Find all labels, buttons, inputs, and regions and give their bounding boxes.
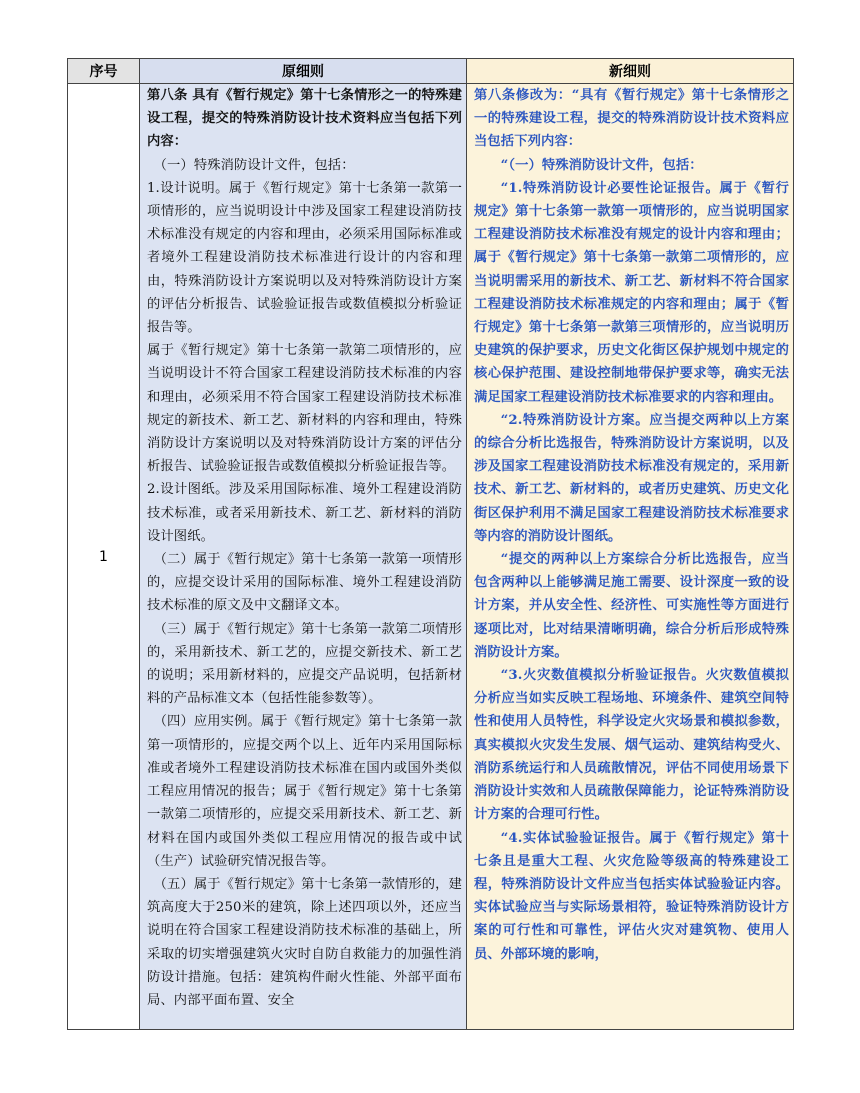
new-paragraph: “3.火灾数值模拟分析验证报告。火灾数值模拟分析应当如实反映工程场地、环境条件、建筑空间特性和使用人员特性，科学设定火灾场景和模拟参数，真实模拟火灾发生发展、烟气运动、建筑结构受火、消防系统运行和人员疏散情况，评估不同使用场景下消防设计实效和人员疏散保障能力，论证特殊消防设计方案的合理可行性。 (474, 668, 789, 823)
original-paragraph: （五）属于《暂行规定》第十七条第一款情形的，建筑高度大于250米的建筑，除上述四项以外，还应当说明在符合国家工程建设消防技术标准的基础上，所采取的切实增强建筑火灾时自防自救能力的加强性消防设计措施。包括：建筑构件耐火性能、外部平面布局、内部平面布置、安全 (147, 876, 462, 1008)
table-row (68, 84, 794, 1030)
new-paragraph: “提交的两种以上方案综合分析比选报告，应当包含两种以上能够满足施工需要、设计深度一致的设计方案，并从安全性、经济性、可实施性等方面进行逐项比对，比对结果清晰明确，综合分析后形成特殊消防设计方案。 (474, 552, 789, 660)
new-paragraph: 第八条修改为：“具有《暂行规定》第十七条情形之一的特殊建设工程，提交的特殊消防设计技术资料应当包括下列内容： (474, 88, 789, 150)
header-new-rules: 新细则 (467, 59, 794, 84)
header-index: 序号 (68, 59, 140, 84)
comparison-table (67, 58, 794, 1030)
new-paragraph: “1.特殊消防设计必要性论证报告。属于《暂行规定》第十七条第一款第一项情形的，应当说明国家工程建设消防技术标准没有规定的设计内容和理由；属于《暂行规定》第十七条第一款第二项情形的，应当说明需采用的新技术、新工艺、新材料不符合国家工程建设消防技术标准规定的内容和理由；属于《暂行规定》第十七条第一款第三项情形的，应当说明历史建筑的保护要求，历史文化街区保护规划中规定的核心保护范围、建设控制地带保护要求等，确实无法满足国家工程建设消防技术标准要求的内容和理由。 (474, 180, 789, 405)
new-paragraph: “4.实体试验验证报告。属于《暂行规定》第十七条且是重大工程、火灾危险等级高的特殊建设工程，特殊消防设计文件应当包括实体试验验证内容。实体试验应当与实际场景相符，验证特殊消防设计方案的可行性和可靠性，评估火灾对建筑物、使用人员、外部环境的影响， (474, 830, 789, 962)
new-paragraph: “2.特殊消防设计方案。应当提交两种以上方案的综合分析比选报告，特殊消防设计方案说明，以及涉及国家工程建设消防技术标准没有规定的，采用新技术、新工艺、新材料的，或者历史建筑、历史文化街区保护利用不满足国家工程建设消防技术标准要求等内容的消防设计图纸。 (474, 412, 789, 544)
new-rules-cell (467, 84, 794, 1030)
original-paragraph: （三）属于《暂行规定》第十七条第一款第二项情形的，采用新技术、新工艺的，应提交新技术、新工艺的说明；采用新材料的，应提交产品说明，包括新材料的产品标准文本（包括性能参数等）。 (147, 621, 462, 707)
original-rules-cell (140, 84, 467, 1030)
new-paragraph: “（一）特殊消防设计文件，包括： (500, 157, 703, 173)
header-original-rules: 原细则 (140, 59, 467, 84)
original-paragraph: （四）应用实例。属于《暂行规定》第十七条第一款第一项情形的，应提交两个以上、近年内采用国际标准或者境外工程建设消防技术标准在国内或国外类似工程应用情况的报告；属于《暂行规定》第十七条第一款第二项情形的，应提交采用新技术、新工艺、新材料在国内或国外类似工程应用情况的报告或中试（生产）试验研究情况报告等。 (147, 714, 462, 869)
table-header-row (68, 59, 794, 84)
original-paragraph: （二）属于《暂行规定》第十七条第一款第一项情形的，应提交设计采用的国际标准、境外工程建设消防技术标准的原文及中文翻译文本。 (147, 552, 462, 614)
original-paragraph: 第八条 具有《暂行规定》第十七条情形之一的特殊建设工程，提交的特殊消防设计技术资料应当包括下列内容： (147, 88, 462, 150)
original-paragraph: 2.设计图纸。涉及采用国际标准、境外工程建设消防技术标准，或者采用新技术、新工艺、新材料的消防设计图纸。 (147, 482, 462, 544)
original-paragraph: （一）特殊消防设计文件，包括： (153, 157, 355, 173)
original-paragraph: 属于《暂行规定》第十七条第一款第二项情形的，应当说明设计不符合国家工程建设消防技术标准的内容和理由，必须采用不符合国家工程建设消防技术标准规定的新技术、新工艺、新材料的内容和理由，特殊消防设计方案说明以及对特殊消防设计方案的评估分析报告、试验验证报告或数值模拟分析验证报告等。 (147, 343, 462, 475)
row-index: 1 (68, 84, 140, 1030)
original-paragraph: 1.设计说明。属于《暂行规定》第十七条第一款第一项情形的，应当说明设计中涉及国家工程建设消防技术标准没有规定的内容和理由，必须采用国际标准或者境外工程建设消防技术标准进行设计的内容和理由，特殊消防设计方案说明以及对特殊消防设计方案的评估分析报告、试验验证报告或数值模拟分析验证报告等。 (147, 180, 462, 336)
